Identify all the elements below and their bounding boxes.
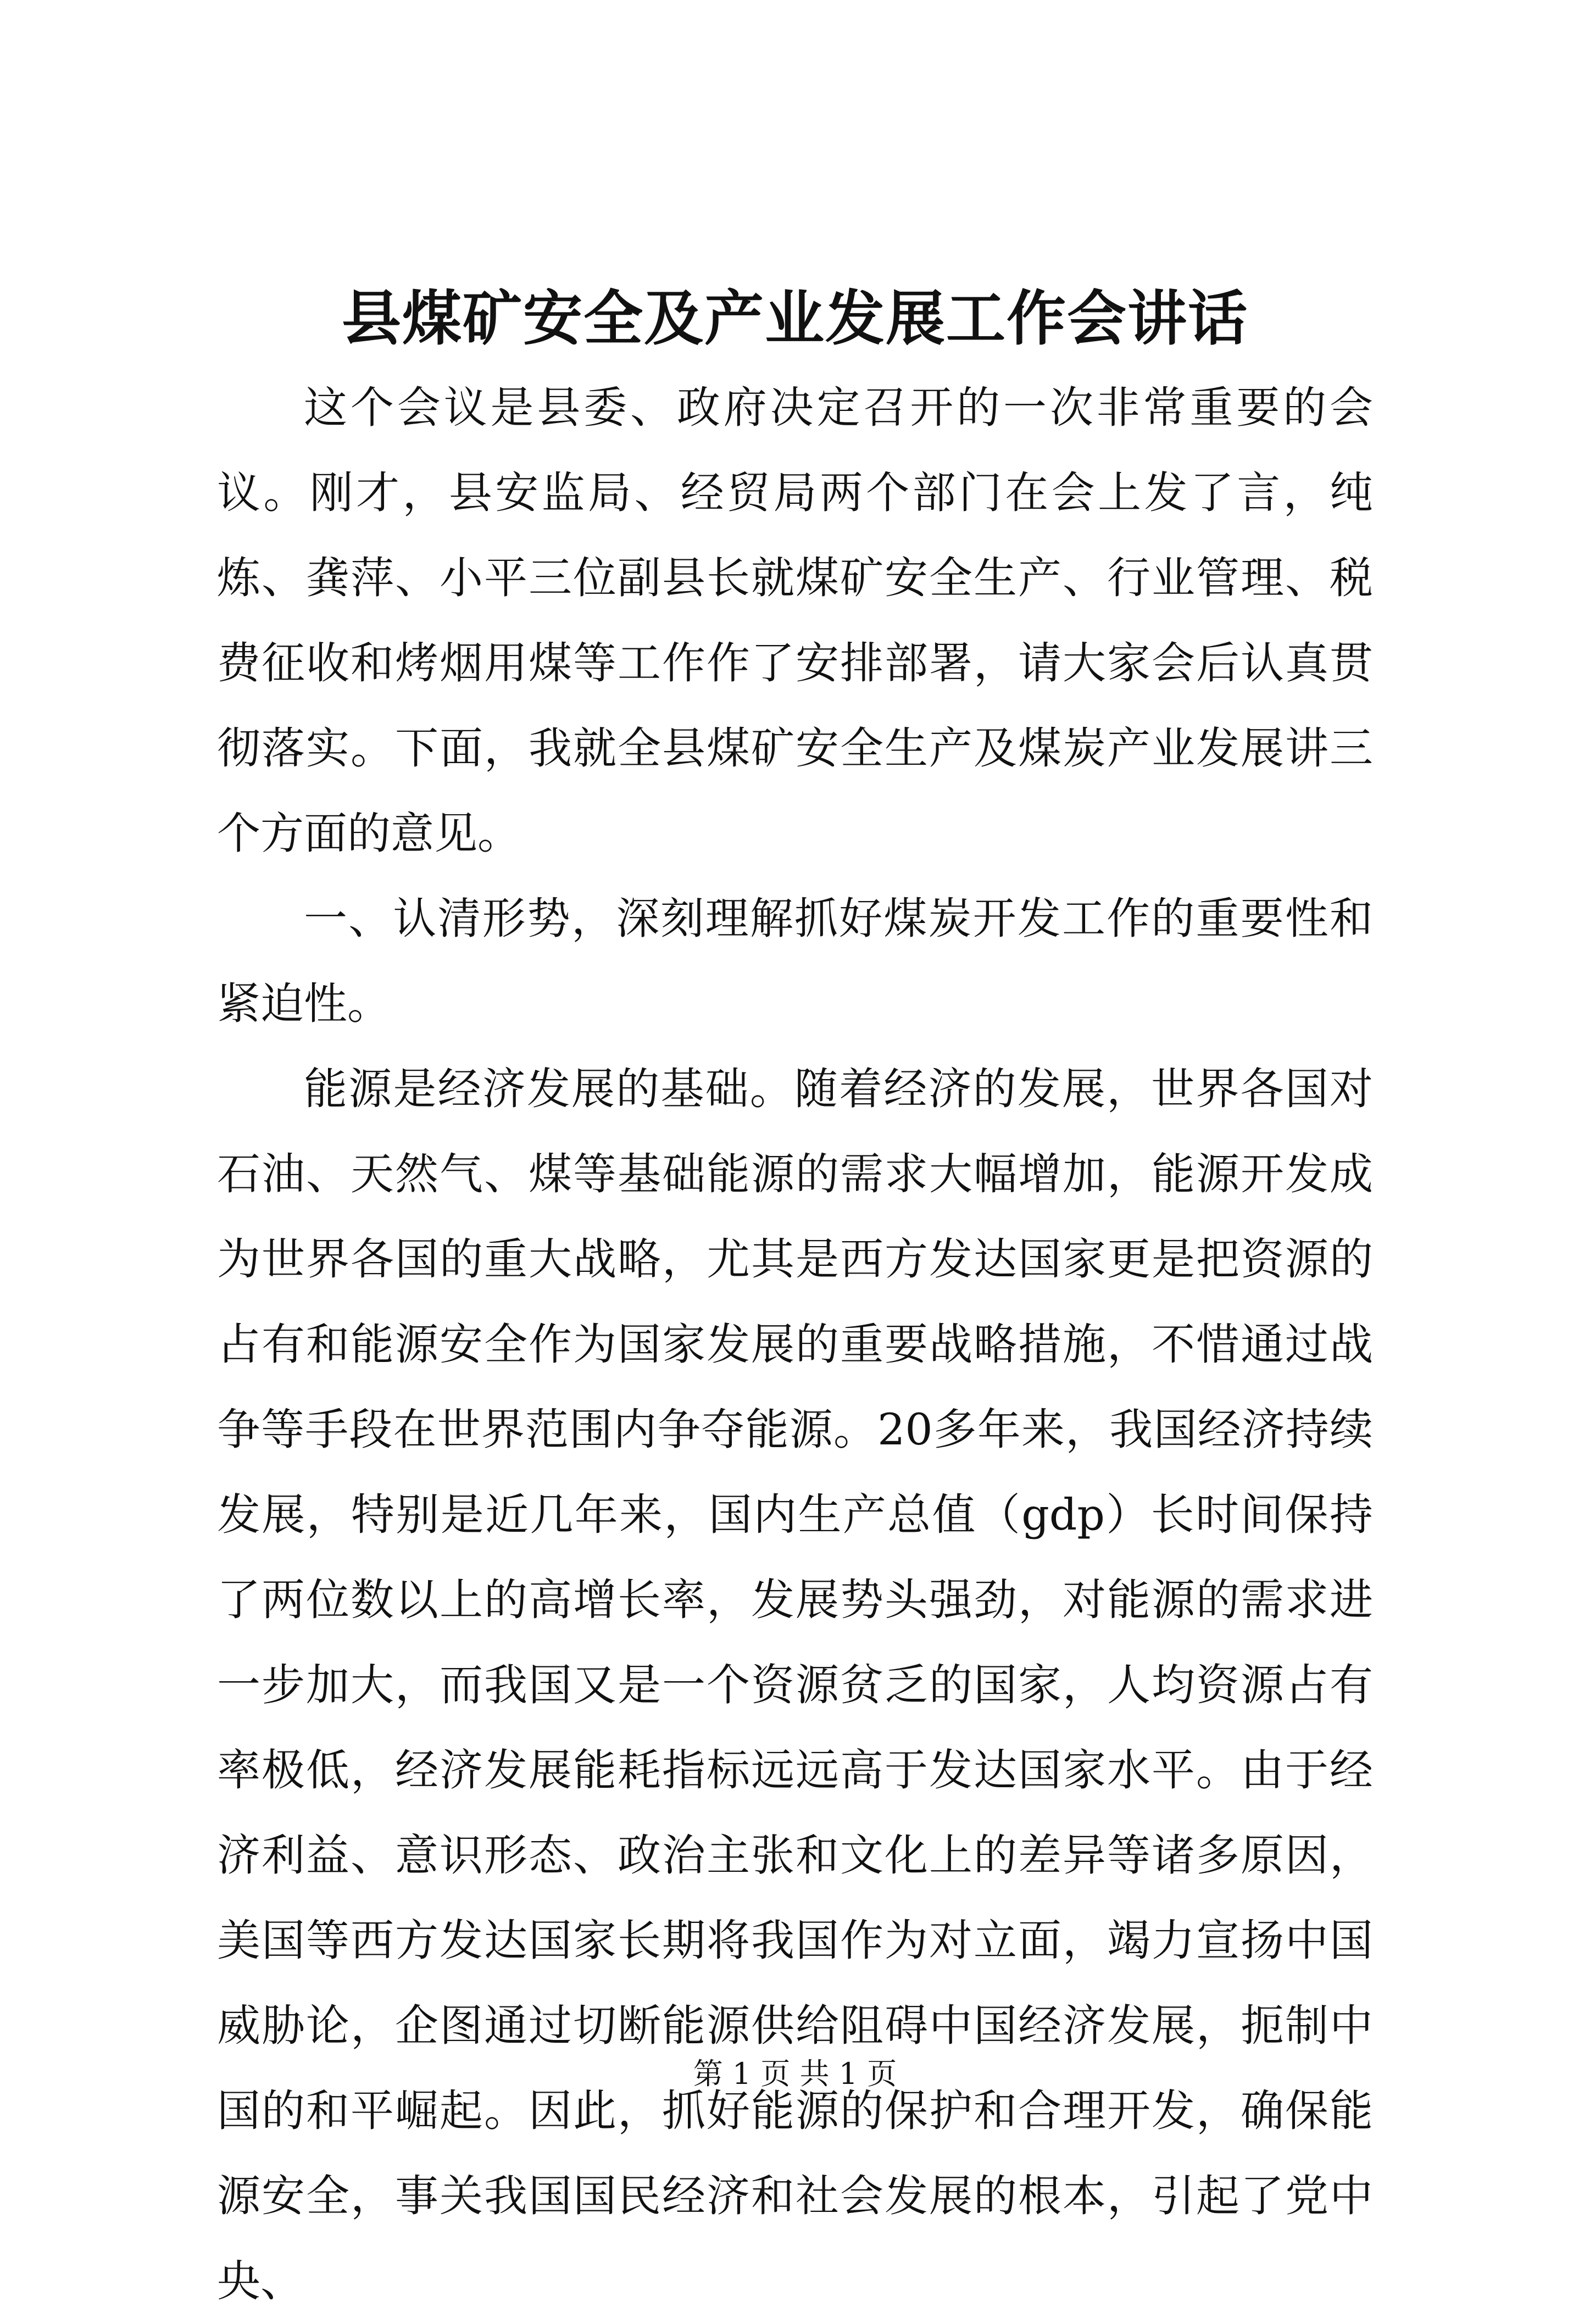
paragraph-section-heading-1: 一、认清形势，深刻理解抓好煤炭开发工作的重要性和紧迫性。	[217, 893, 1373, 1029]
paragraph-opening: 这个会议是县委、政府决定召开的一次非常重要的会议。刚才，县安监局、经贸局两个部门在会上发了言，纯炼、龚萍、小平三位副县长就煤矿安全生产、行业管理、税费征收和烤烟用煤等工作作了安排部署，请大家会后认真贯彻落实。下面，我就全县煤矿安全生产及煤炭产业发展讲三个方面的意见。	[217, 382, 1373, 859]
page-footer: 第 1 页 共 1 页	[693, 2056, 897, 2091]
document-body	[217, 365, 1373, 2324]
paragraph-energy-context: 能源是经济发展的基础。随着经济的发展，世界各国对石油、天然气、煤等基础能源的需求大幅增加，能源开发成为世界各国的重大战略，尤其是西方发达国家更是把资源的占有和能源安全作为国家发展的重要战略措施，不惜通过战争等手段在世界范围内争夺能源。20多年来，我国经济持续发展，特别是近几年来，国内生产总值（gdp）长时间保持了两位数以上的高增长率，发展势头强劲，对能源的需求进一步加大，而我国又是一个资源贫乏的国家，人均资源占有率极低，经济发展能耗指标远远高于发达国家水平。由于经济利益、意识形态、政治主张和文化上的差异等诸多原因，美国等西方发达国家长期将我国作为对立面，竭力宣扬中国威胁论，企图通过切断能源供给阻碍中国经济发展，扼制中国的和平崛起。因此，抓好能源的保护和合理开发，确保能源安全，事关我国国民经济和社会发展的根本，引起了党中央、	[217, 1064, 1373, 2306]
document-title: 县煤矿安全及产业发展工作会讲话	[341, 284, 1248, 353]
